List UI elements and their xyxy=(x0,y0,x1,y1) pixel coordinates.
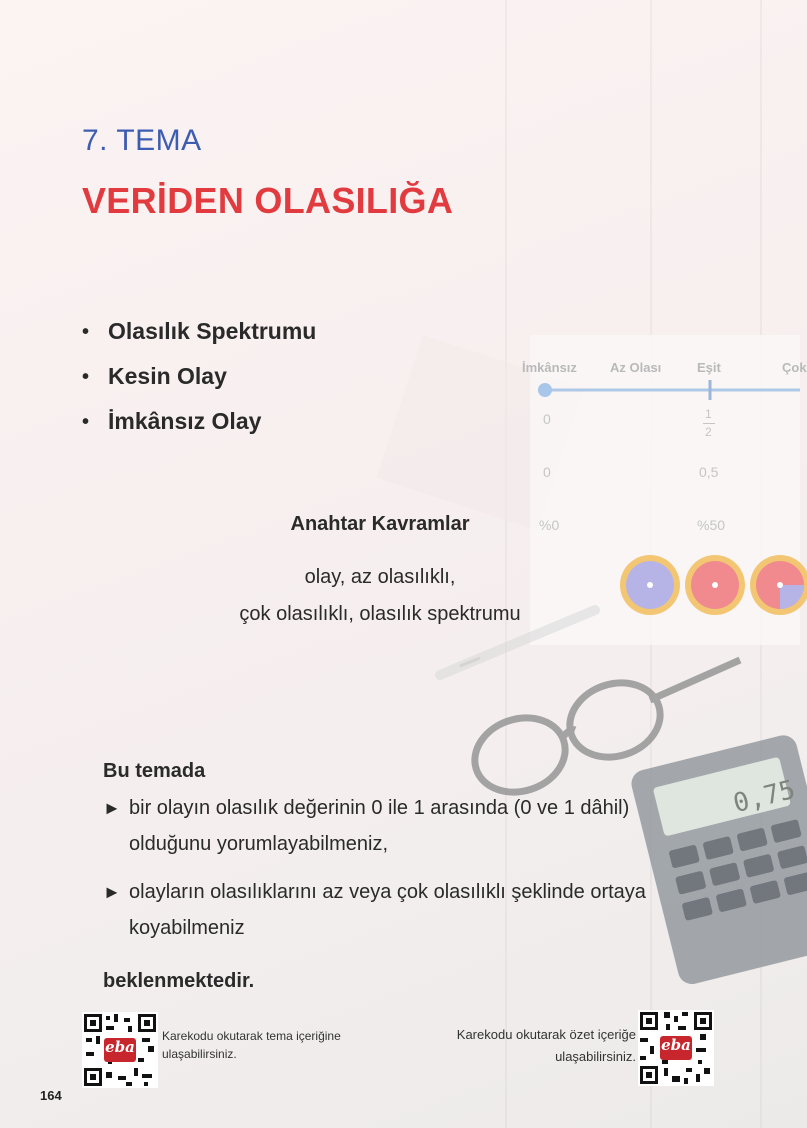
objectives-title: Bu temada xyxy=(103,760,206,782)
spectrum-decimal-zero: 0 xyxy=(543,464,551,480)
list-item xyxy=(82,318,316,363)
spectrum-percent-half: %50 xyxy=(697,517,726,533)
page-number: 164 xyxy=(40,1088,62,1103)
spectrum-zero: 0 xyxy=(543,411,551,427)
arrow-icon: ► xyxy=(103,882,121,902)
list-item xyxy=(82,408,316,453)
topic-label: Kesin Olay xyxy=(108,363,227,389)
objectives-closing: beklenmektedir. xyxy=(103,970,255,992)
eba-badge: eba xyxy=(661,1036,691,1054)
spectrum-fraction-bar xyxy=(703,423,715,424)
list-item xyxy=(82,363,316,408)
qr-caption-line: Karekodu okutarak tema içeriğine xyxy=(162,1029,341,1043)
objective-item xyxy=(103,790,688,862)
objective-text: bir olayın olasılık değerinin 0 ile 1 arasında (0 ve 1 dâhil) olduğunu yorumlayabilmeniz, xyxy=(129,797,630,855)
qr-caption-line: Karekodu okutarak özet içeriğe xyxy=(456,1027,636,1042)
spectrum-label-impossible: İmkânsız xyxy=(522,360,577,375)
topic-list xyxy=(82,318,316,453)
topic-label: İmkânsız Olay xyxy=(108,408,262,434)
eba-badge: eba xyxy=(105,1038,135,1056)
qr-caption-line: ulaşabilirsiniz. xyxy=(162,1047,237,1061)
objective-text: olayların olasılıklarını az veya çok olasılıklı şeklinde ortaya koyabilmeniz xyxy=(129,881,646,939)
spectrum-fraction-numerator: 1 xyxy=(705,407,712,421)
spectrum-label-unlikely: Az Olası xyxy=(610,360,662,375)
spectrum-decimal-half: 0,5 xyxy=(699,464,719,480)
bullet-icon: • xyxy=(82,411,90,433)
calculator-display: 0,75 xyxy=(730,774,799,820)
key-concepts-title: Anahtar Kavramlar xyxy=(290,513,470,535)
spectrum-label-equal: Eşit xyxy=(697,360,721,375)
spectrum-percent-zero: %0 xyxy=(539,517,560,533)
bullet-icon: • xyxy=(82,321,90,343)
bullet-icon: • xyxy=(82,366,90,388)
topic-label: Olasılık Spektrumu xyxy=(108,318,317,344)
qr-caption-line: ulaşabilirsiniz. xyxy=(555,1049,636,1064)
key-concepts-line: olay, az olasılıklı, xyxy=(304,566,456,588)
spectrum-fraction-denominator: 2 xyxy=(705,425,712,439)
qr-caption-left xyxy=(162,1027,341,1063)
spectrum-label-likely: Çok xyxy=(782,360,807,375)
theme-title: VERİDEN OLASILIĞA xyxy=(82,180,454,221)
objective-item xyxy=(103,874,688,946)
key-concepts-line: çok olasılıklı, olasılık spektrumu xyxy=(239,603,521,625)
qr-caption-right xyxy=(400,1024,636,1068)
theme-number: 7. TEMA xyxy=(82,124,202,157)
arrow-icon: ► xyxy=(103,798,121,818)
